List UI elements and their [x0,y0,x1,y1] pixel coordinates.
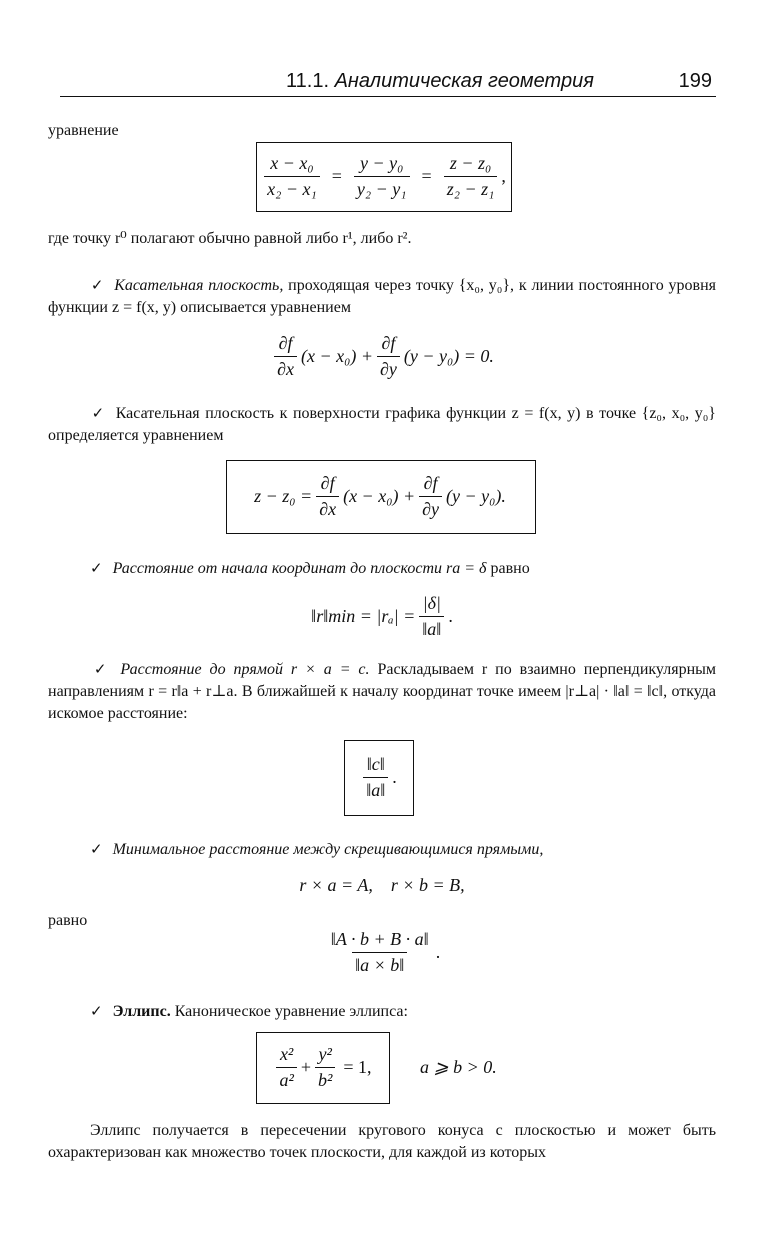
check-icon: ✓ [90,276,105,294]
numerator: ∂f [320,472,335,493]
denominator: ‖a‖ [363,777,388,801]
numerator: ∂f [423,472,438,493]
formula-text: r × a = A, r × b = B, [299,874,465,895]
check-icon: ✓ [90,404,106,422]
trailing-comma: , [501,165,506,186]
numerator: z − z₀ [449,152,492,173]
trailing-period: . [448,605,453,626]
numerator: x − x₀ [270,152,314,173]
running-header [60,66,716,97]
section-number: 11.1. [286,70,329,92]
denominator: ∂y [377,356,400,380]
check-icon: ✓ [90,559,103,577]
denominator: a² [276,1067,296,1091]
formula-part: (y − y₀) = 0. [403,345,494,366]
numerator: ∂f [278,332,293,353]
formula-part: (x − x₀) + [300,345,373,366]
check-icon: ✓ [90,1002,103,1020]
numerator: |δ| [422,592,441,613]
numerator: ‖A · b + B · a‖ [330,928,429,949]
paragraph-text: Каноническое уравнение эллипса: [170,1003,408,1020]
denominator: ∂x [274,356,297,380]
plus-sign: + [300,1056,311,1077]
denominator: z₂ − z₁ [444,176,498,200]
formula-part: (x − x₀) + [343,485,416,506]
formula-text: a ⩾ b > 0. [420,1056,497,1077]
fraction [315,1044,335,1091]
term: Минимальное расстояние между скрещивающимися прямыми, [112,841,544,858]
fraction [419,593,444,640]
partial-fraction [377,333,400,380]
numerator: ∂f [381,332,396,353]
where-text: где точку r⁰ полагают обычно равной либо r¹, либо r². [48,230,412,247]
fraction [363,754,388,801]
skew-lines-equation [200,870,564,900]
paragraph-text: Касательная плоскость к поверхности графика функции z = f(x, y) в точке {z₀, x₀, y₀} определяется уравнением [48,405,716,444]
distance-line-paragraph [48,658,716,725]
running-title [286,70,594,93]
denominator: ‖a × b‖ [352,952,407,976]
paragraph-text: равно [486,560,530,577]
term: Расстояние до прямой r × a = c. [120,661,370,678]
tangent-plane-level-paragraph [48,274,716,319]
fraction [276,1044,296,1091]
denominator: ‖a‖ [419,616,444,640]
denominator: y₂ − y₁ [354,176,410,200]
trailing-period: . [435,941,441,962]
distance-origin-equation [220,588,544,644]
denominator: b² [315,1067,335,1091]
ellipse-equation [256,1032,388,1102]
formula-part: ‖r‖min = |rₐ| = [311,605,416,626]
numerator: y − y₀ [360,152,404,173]
fraction [328,929,432,976]
term: Эллипс. [112,1003,171,1020]
term: Касательная плоскость, [114,277,284,294]
ellipse-paragraph [48,1000,716,1023]
paragraph-text: проходящая через точку {x₀, y₀}, к линии постоянного уровня функции z = f(x, y) описывается уравнением [48,277,716,316]
paragraph-text: Раскладываем r по взаимно перпендикулярным направлениям r = r‖a + r⊥a. В ближайшей к началу координат точке имеем |r⊥a| · ‖a‖ = ‖c‖, откуда искомое расстояние: [48,661,717,722]
word-uravnenie: уравнение [48,122,119,139]
check-icon: ✓ [90,660,111,678]
skew-distance-equation [280,922,484,982]
skew-lines-paragraph [48,838,716,861]
denominator: ∂x [316,496,339,520]
partial-fraction [274,333,297,380]
formula-part: (y − y₀). [446,485,506,506]
denominator: ∂y [419,496,442,520]
formula-part: = 1, [343,1056,372,1077]
denominator: x₂ − x₁ [264,176,320,200]
tangent-plane-level-equation [200,328,564,384]
check-icon: ✓ [90,840,103,858]
numerator: x² [279,1043,294,1064]
numerator: ‖c‖ [366,753,385,774]
section-title: Аналитическая геометрия [334,70,594,92]
ellipse-description-paragraph [48,1120,716,1164]
distance-line-equation [344,740,412,814]
term: Расстояние от начала координат до плоскости ra = δ [112,560,487,577]
paragraph-text: Эллипс получается в пересечении кругового конуса с плоскостью и может быть охарактеризован как множество точек плоскости, для каждой из которых [48,1122,716,1161]
distance-origin-paragraph [48,557,716,580]
partial-fraction [419,473,442,520]
word-ravno: равно [48,912,88,929]
numerator: y² [318,1043,332,1064]
fraction [444,153,498,200]
equals-sign: = [421,165,432,186]
ellipse-condition [420,1052,520,1082]
formula-part: z − z₀ = [254,485,313,506]
equals-sign: = [331,165,342,186]
trailing-period: . [392,766,397,787]
line-equation [256,142,510,210]
page-number: 199 [678,70,712,92]
tangent-plane-surface-equation [226,460,534,532]
tangent-plane-surface-paragraph [48,402,716,447]
fraction [264,153,320,200]
partial-fraction [316,473,339,520]
fraction [354,153,410,200]
